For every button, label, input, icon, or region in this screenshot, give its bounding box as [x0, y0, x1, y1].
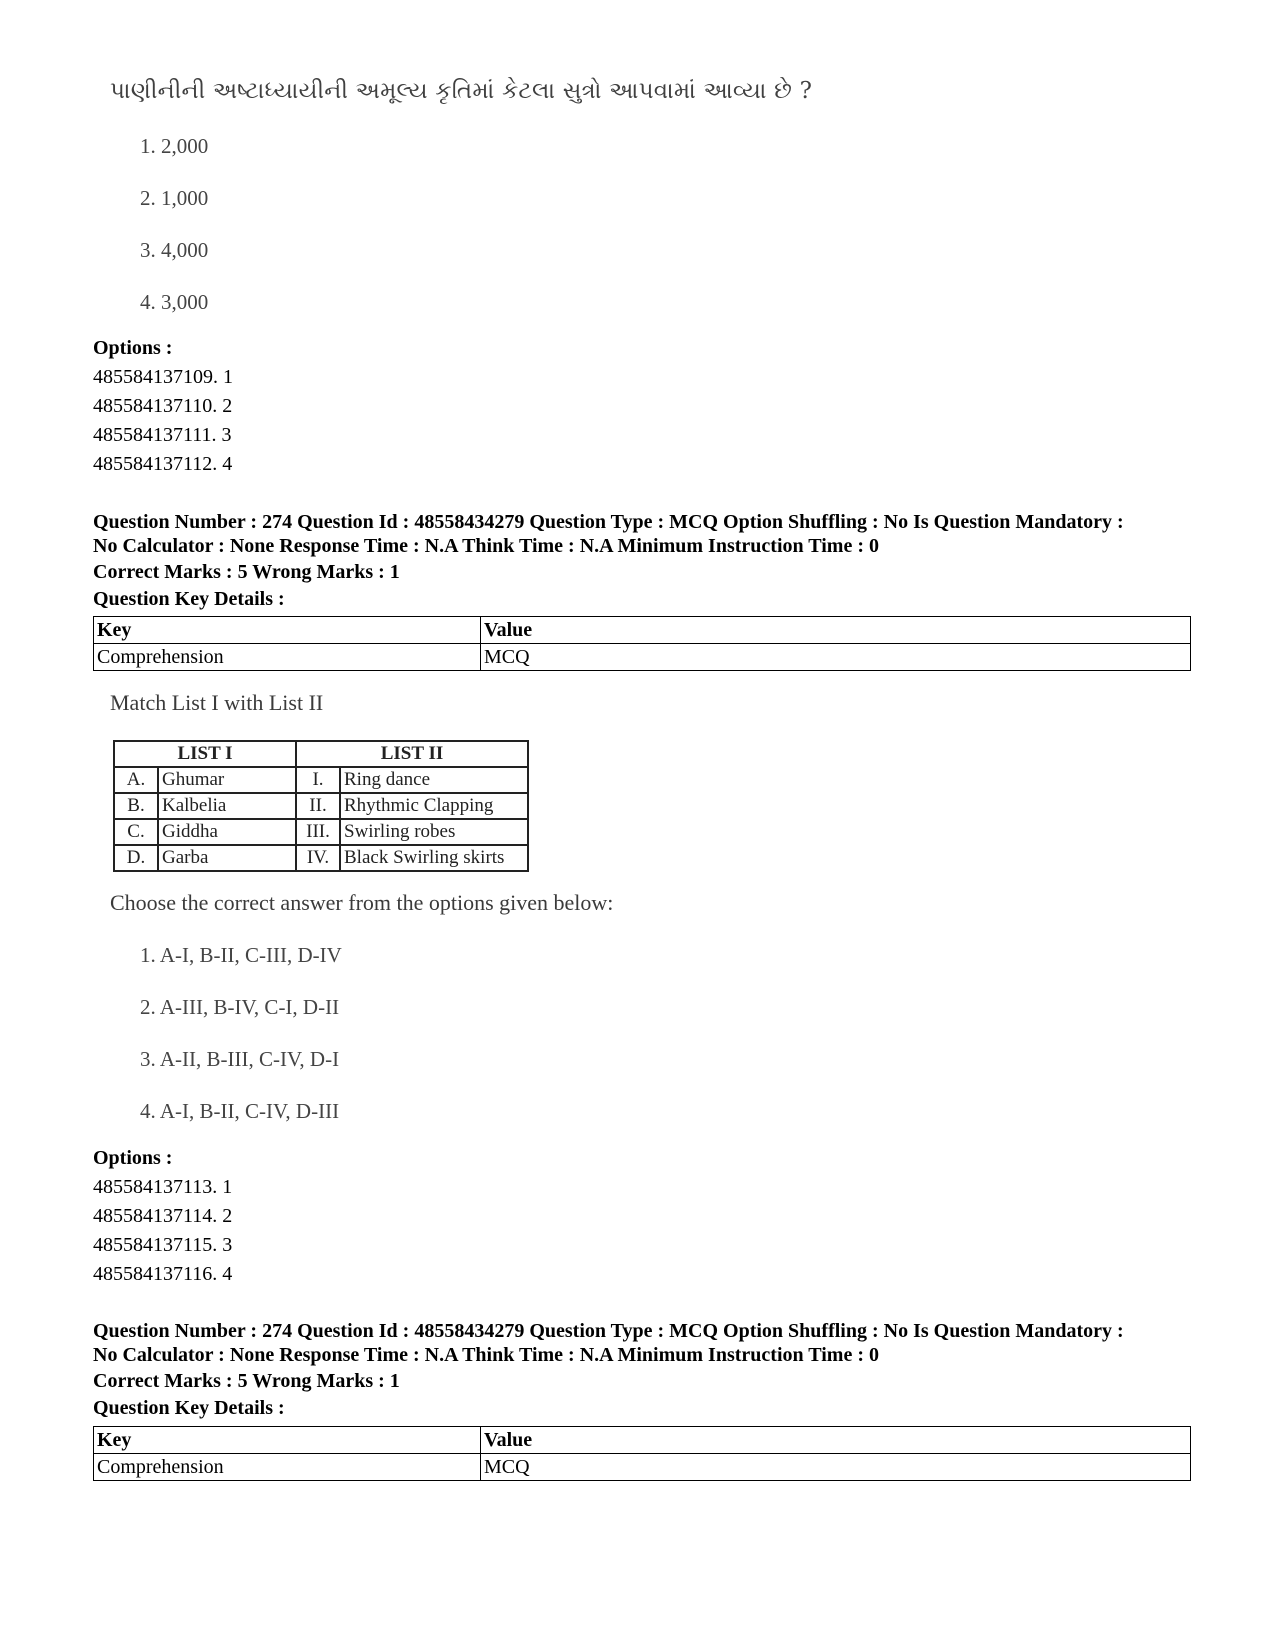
value-cell: MCQ [481, 644, 1191, 671]
value-cell: MCQ [481, 1454, 1191, 1481]
key-details-table [93, 616, 1191, 671]
match-row [114, 845, 528, 871]
marks-line: Correct Marks : 5 Wrong Marks : 1 [93, 561, 400, 583]
choice-3: 3. 4,000 [140, 238, 209, 262]
list-2-item: Black Swirling skirts [340, 845, 528, 871]
question-meta [93, 1319, 1193, 1367]
list-1-item: Giddha [158, 819, 296, 845]
row-numeral: III. [296, 819, 340, 845]
value-header: Value [481, 617, 1191, 644]
list-1-item: Kalbelia [158, 793, 296, 819]
option-id-2: 485584137114. 2 [93, 1205, 233, 1227]
list-2-header: LIST II [296, 741, 528, 767]
list-2-item: Rhythmic Clapping [340, 793, 528, 819]
list-2-item: Swirling robes [340, 819, 528, 845]
question-1-options [93, 334, 233, 479]
row-numeral: IV. [296, 845, 340, 871]
list-1-item: Garba [158, 845, 296, 871]
meta-line-2: No Calculator : None Response Time : N.A Think Time : N.A Minimum Instruction Time : 0 [93, 1344, 879, 1366]
option-id-1: 485584137113. 1 [93, 1176, 233, 1198]
list-1-item: Ghumar [158, 767, 296, 793]
question-2-options [93, 1144, 232, 1289]
question-2-stem: Match List I with List II [110, 690, 324, 715]
key-header: Key [94, 1427, 481, 1454]
row-letter: B. [114, 793, 158, 819]
meta-line-1: Question Number : 274 Question Id : 48558434279 Question Type : MCQ Option Shuffling : No Is Question Mandatory : [93, 511, 1124, 533]
choice-1: 1. 2,000 [140, 134, 209, 158]
option-id-2: 485584137110. 2 [93, 395, 233, 417]
question-2 [110, 690, 323, 716]
key-details-table [93, 1426, 1191, 1481]
match-row [114, 767, 528, 793]
options-header: Options : [93, 1147, 173, 1169]
question-1 [110, 78, 812, 104]
value-header: Value [481, 1427, 1191, 1454]
option-id-3: 485584137111. 3 [93, 424, 232, 446]
choice-4: 4. A-I, B-II, C-IV, D-III [140, 1099, 340, 1123]
question-2-instruction-wrap [110, 890, 613, 916]
question-2-instruction: Choose the correct answer from the options given below: [110, 890, 614, 915]
row-letter: C. [114, 819, 158, 845]
options-header: Options : [93, 337, 173, 359]
meta-line-1: Question Number : 274 Question Id : 48558434279 Question Type : MCQ Option Shuffling : No Is Question Mandatory : [93, 1320, 1124, 1342]
key-details-label: Question Key Details : [93, 1397, 285, 1419]
list-1-header: LIST I [114, 741, 296, 767]
choice-1: 1. A-I, B-II, C-III, D-IV [140, 943, 342, 967]
match-row [114, 793, 528, 819]
meta-line-2: No Calculator : None Response Time : N.A Think Time : N.A Minimum Instruction Time : 0 [93, 535, 879, 557]
key-cell: Comprehension [94, 644, 481, 671]
row-letter: A. [114, 767, 158, 793]
row-letter: D. [114, 845, 158, 871]
choice-4: 4. 3,000 [140, 290, 209, 314]
option-id-3: 485584137115. 3 [93, 1234, 233, 1256]
match-table [113, 740, 529, 872]
question-meta [93, 510, 1193, 558]
option-id-4: 485584137116. 4 [93, 1263, 233, 1285]
choice-2: 2. 1,000 [140, 186, 209, 210]
key-details-label: Question Key Details : [93, 588, 285, 610]
list-2-item: Ring dance [340, 767, 528, 793]
match-row [114, 819, 528, 845]
option-id-4: 485584137112. 4 [93, 453, 233, 475]
row-numeral: I. [296, 767, 340, 793]
key-cell: Comprehension [94, 1454, 481, 1481]
marks-line: Correct Marks : 5 Wrong Marks : 1 [93, 1370, 400, 1392]
key-header: Key [94, 617, 481, 644]
choice-2: 2. A-III, B-IV, C-I, D-II [140, 995, 340, 1019]
row-numeral: II. [296, 793, 340, 819]
choice-3: 3. A-II, B-III, C-IV, D-I [140, 1047, 340, 1071]
question-1-stem: પાણીનીની અષ્ટાધ્યાયીની અમૂલ્ય કૃતિમાં કેટલા સુત્રો આપવામાં આવ્યા છે ? [110, 78, 813, 104]
option-id-1: 485584137109. 1 [93, 366, 233, 388]
